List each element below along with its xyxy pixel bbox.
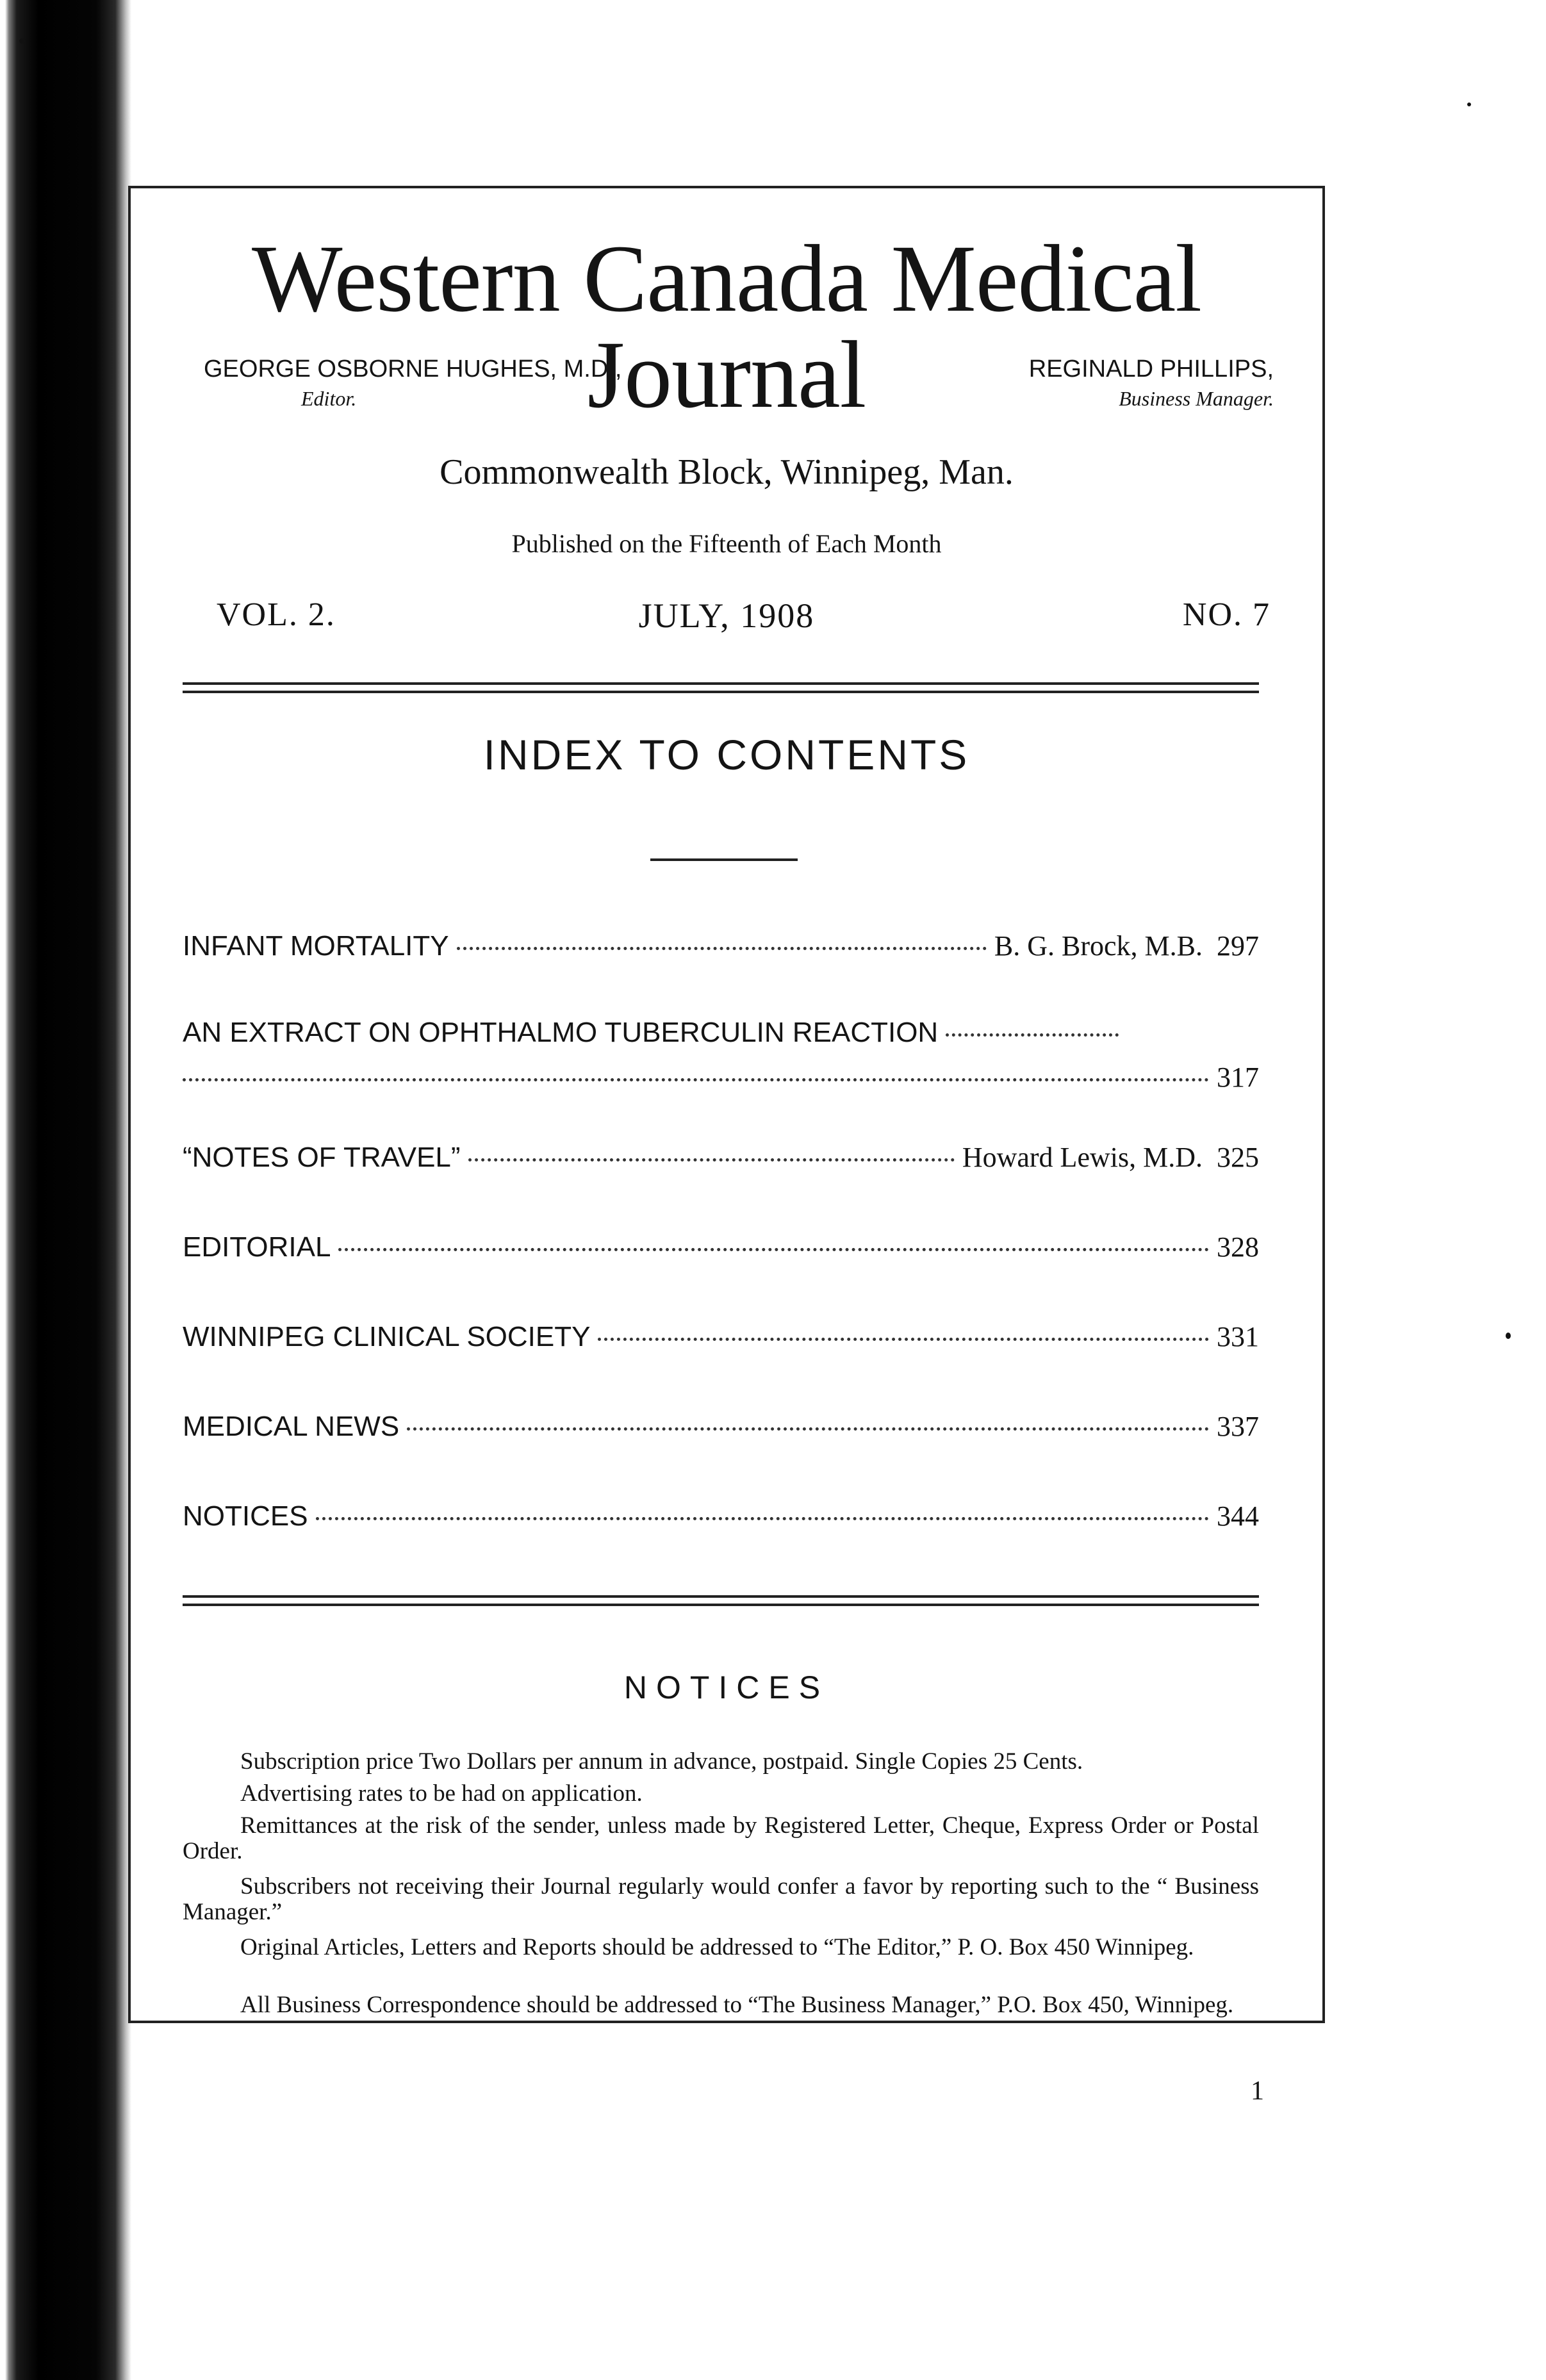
notices-heading: NOTICES: [623, 1670, 830, 1705]
toc-entry-title: EDITORIAL: [183, 1231, 331, 1263]
dot-leader: [598, 1338, 1209, 1341]
toc-entry-title: AN EXTRACT ON OPHTHALMO TUBERCULIN REACTION: [183, 1017, 939, 1048]
toc-entry-page: 337: [1217, 1411, 1259, 1442]
dot-leader: [946, 1033, 1119, 1037]
editor-role: Editor.: [301, 387, 357, 410]
notice-paragraph: Original Articles, Letters and Reports should be addressed to “The Editor,” P. O. Box 450 Winnipeg.: [240, 1934, 1194, 1960]
toc-entry-page: 317: [1217, 1062, 1259, 1093]
toc-entry[interactable]: [183, 1502, 1259, 1531]
toc-entry-page: 328: [1217, 1231, 1259, 1263]
double-rule-top: [183, 1595, 1259, 1598]
double-rule-bottom: [183, 1604, 1259, 1606]
issue-number: NO. 7: [1182, 596, 1271, 633]
journal-title: Western Canada Medical Journal: [252, 226, 1201, 428]
dot-leader: [338, 1248, 1209, 1251]
page-number: 1: [1251, 2076, 1264, 2106]
toc-entry-continuation: [183, 1063, 1259, 1092]
manager-role: Business Manager.: [1119, 387, 1274, 410]
publisher-address: Commonwealth Block, Winnipeg, Man.: [440, 452, 1014, 492]
toc-entry[interactable]: [183, 1233, 1259, 1261]
notice-paragraph: All Business Correspondence should be addressed to “The Business Manager,” P.O. Box 450, Winnipeg.: [240, 1992, 1234, 2018]
double-rule-top: [183, 682, 1259, 685]
scan-speck: [1467, 103, 1471, 106]
toc-entry-title: NOTICES: [183, 1500, 308, 1532]
toc-entry-title: INFANT MORTALITY: [183, 930, 449, 962]
dot-leader: [468, 1158, 955, 1161]
book-spine-shadow: [0, 0, 131, 2380]
toc-entry-page: 325: [1217, 1142, 1259, 1173]
toc-entry-title: “NOTES OF TRAVEL”: [183, 1142, 461, 1173]
toc-entry-page: 331: [1217, 1321, 1259, 1352]
toc-entry-author: B. G. Brock, M.B.: [994, 930, 1203, 962]
toc-entry-author: Howard Lewis, M.D.: [962, 1142, 1203, 1173]
double-rule-bottom: [183, 691, 1259, 693]
toc-entry[interactable]: [183, 1323, 1259, 1351]
editor-name: GEORGE OSBORNE HUGHES, M.D.,: [204, 356, 622, 382]
notice-paragraph: Subscription price Two Dollars per annum in advance, postpaid. Single Copies 25 Cents.: [240, 1748, 1083, 1775]
toc-entry-title: MEDICAL NEWS: [183, 1411, 400, 1442]
toc-entry[interactable]: [183, 1019, 1259, 1047]
dot-leader: [183, 1078, 1209, 1081]
notice-paragraph: Remittances at the risk of the sender, unless made by Registered Letter, Cheque, Express Order or Postal Order.: [183, 1812, 1259, 1864]
toc-entry-title: WINNIPEG CLINICAL SOCIETY: [183, 1321, 591, 1352]
index-heading: INDEX TO CONTENTS: [483, 731, 970, 778]
toc-entry-page: 297: [1217, 930, 1259, 962]
short-divider: [650, 858, 798, 861]
notice-paragraph: Subscribers not receiving their Journal regularly would confer a favor by reporting such to the “ Business Manager.”: [183, 1873, 1259, 1925]
dot-leader: [407, 1427, 1209, 1431]
issue-date: JULY, 1908: [638, 596, 815, 635]
toc-entry[interactable]: [183, 1413, 1259, 1441]
toc-entry[interactable]: [183, 932, 1259, 960]
notice-paragraph: Advertising rates to be had on application.: [240, 1780, 643, 1807]
toc-entry-page: 344: [1217, 1500, 1259, 1532]
publication-schedule: Published on the Fifteenth of Each Month: [511, 529, 942, 558]
scan-speck: [19, 38, 26, 44]
toc-entry[interactable]: [183, 1144, 1259, 1172]
scan-speck: [1506, 1333, 1511, 1339]
dot-leader: [457, 947, 987, 950]
manager-name: REGINALD PHILLIPS,: [1028, 356, 1274, 382]
volume-label: VOL. 2.: [217, 596, 336, 633]
dot-leader: [316, 1517, 1209, 1520]
